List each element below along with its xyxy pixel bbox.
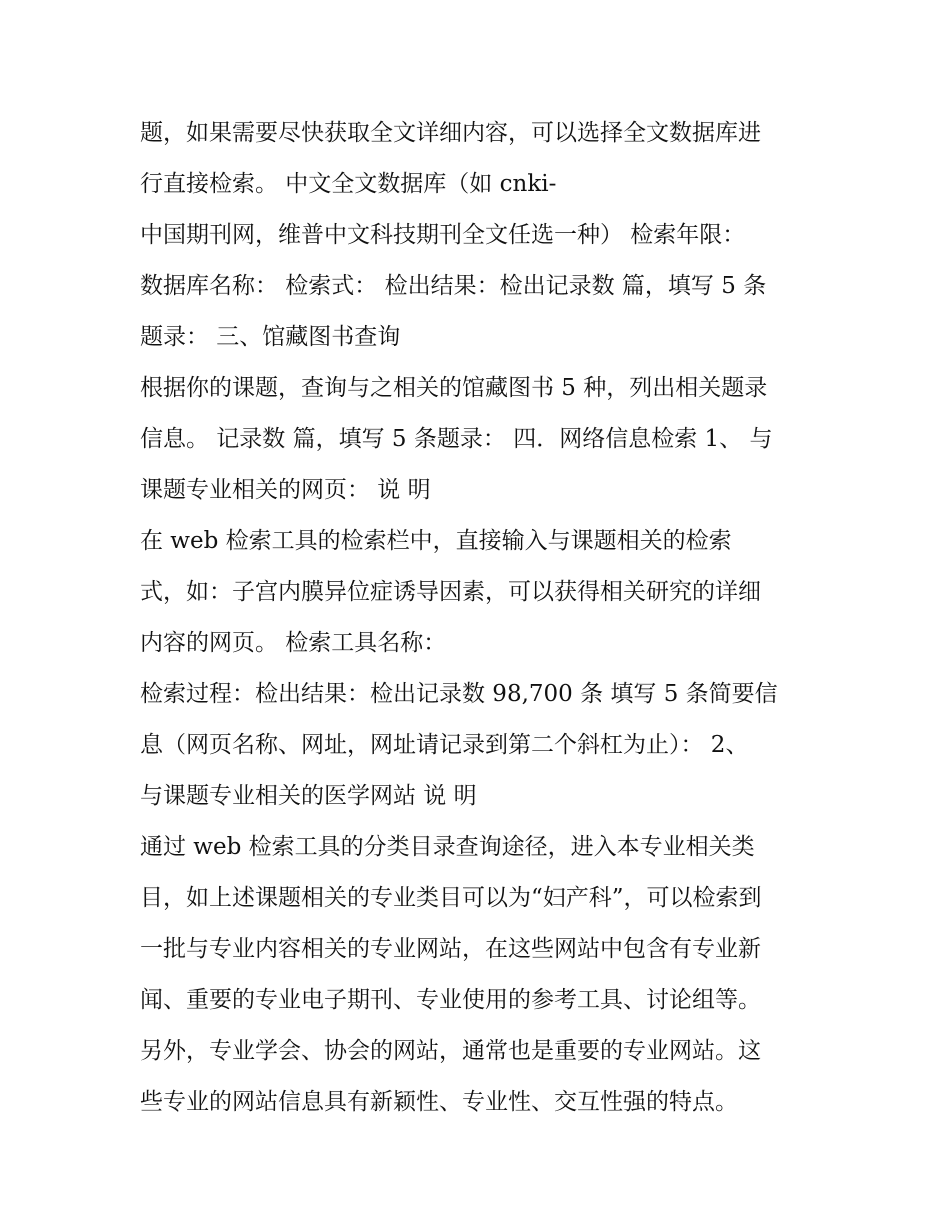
text-line: 题，如果需要尽快获取全文详细内容，可以选择全文数据库进 xyxy=(140,120,761,146)
text-line: 在 web 检索工具的检索栏中，直接输入与课题相关的检索 xyxy=(140,528,732,554)
text-line: 数据库名称： 检索式： 检出结果：检出记录数 篇，填写 5 条 xyxy=(140,273,767,299)
text-line: 根据你的课题，查询与之相关的馆藏图书 5 种，列出相关题录 xyxy=(140,375,768,401)
text-line: 与课题专业相关的医学网站 说 明 xyxy=(140,783,477,809)
text-line: 些专业的网站信息具有新颖性、专业性、交互性强的特点。 xyxy=(140,1089,738,1115)
body-text xyxy=(140,108,820,1128)
text-line: 目，如上述课题相关的专业类目可以为“妇产科”，可以检索到 xyxy=(140,885,762,911)
text-line: 检索过程：检出结果：检出记录数 98,700 条 填写 5 条简要信 xyxy=(140,681,778,707)
text-line: 内容的网页。 检索工具名称： xyxy=(140,630,447,656)
text-line: 式，如：子宫内膜异位症诱导因素，可以获得相关研究的详细 xyxy=(140,579,761,605)
text-line: 信息。 记录数 篇，填写 5 条题录： 四．网络信息检索 1、 与 xyxy=(140,426,773,452)
text-line: 行直接检索。 中文全文数据库（如 cnki- xyxy=(140,171,557,197)
text-line: 题录： 三、馆藏图书查询 xyxy=(140,324,401,350)
text-line: 一批与专业内容相关的专业网站，在这些网站中包含有专业新 xyxy=(140,936,761,962)
text-line: 息（网页名称、网址，网址请记录到第二个斜杠为止）： 2、 xyxy=(140,732,749,758)
text-line: 课题专业相关的网页： 说 明 xyxy=(140,477,431,503)
text-line: 闻、重要的专业电子期刊、专业使用的参考工具、讨论组等。 xyxy=(140,987,761,1013)
text-line: 中国期刊网，维普中文科技期刊全文任选一种） 检索年限： xyxy=(140,222,746,248)
text-line: 另外，专业学会、协会的网站，通常也是重要的专业网站。这 xyxy=(140,1038,761,1064)
text-line: 通过 web 检索工具的分类目录查询途径，进入本专业相关类 xyxy=(140,834,755,860)
